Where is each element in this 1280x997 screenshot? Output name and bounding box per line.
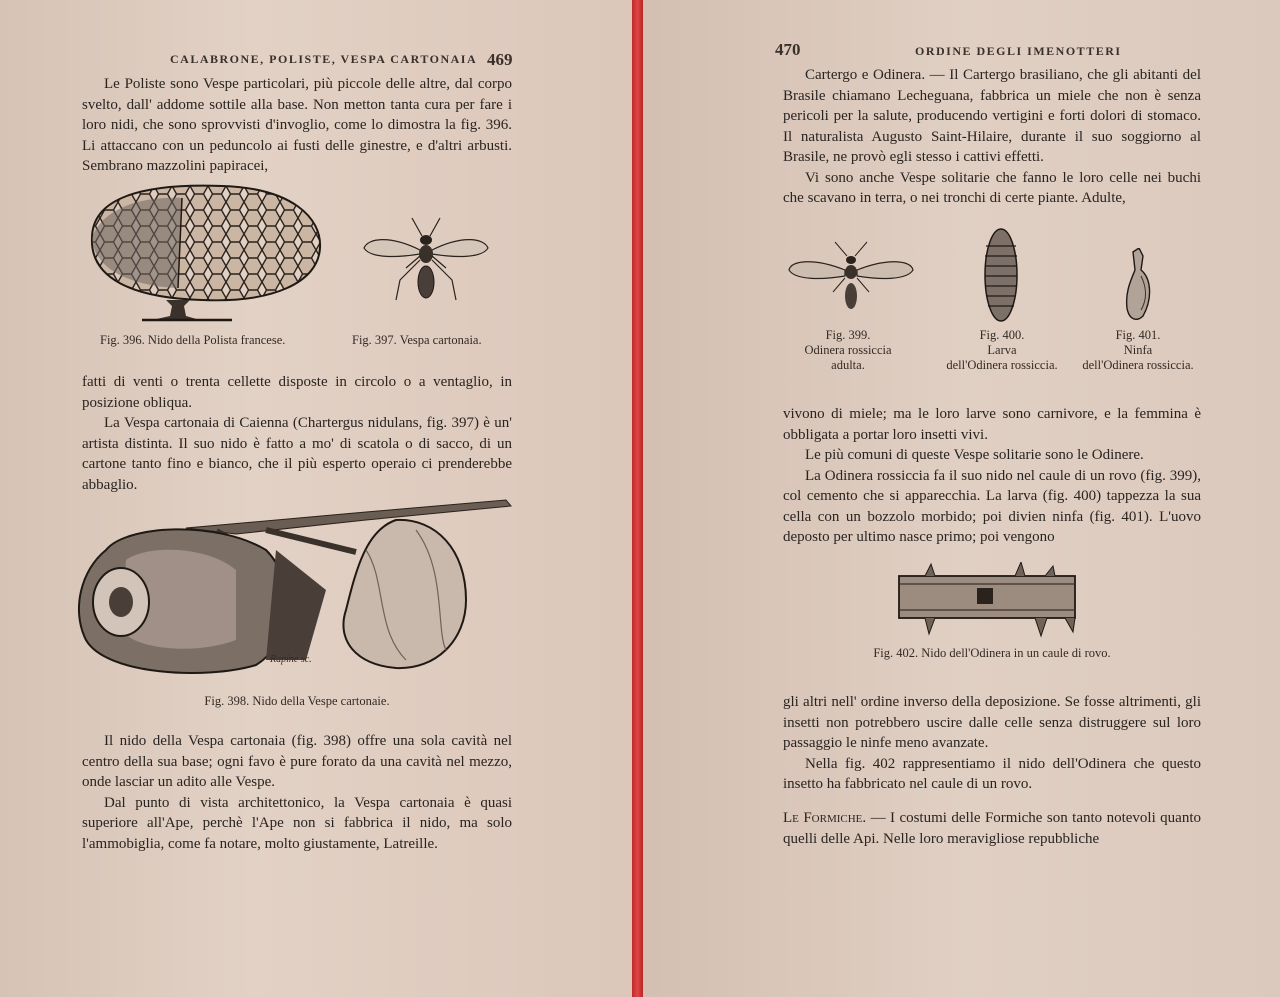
book-edge (632, 0, 643, 997)
paragraph-cartergo: Cartergo e Odinera. — Il Cartergo brasiliano, che gli abitanti del Brasile chiamano Lecheguana, fabbrica un miele che non è senza pericoli per la salute, producendo vertigini e forti dolori di stomaco. Il naturalista Augusto Saint-Hilaire, durante il suo soggiorno al Brasile, ne provò egli stesso i cattivi effetti. (783, 67, 1201, 165)
fig-397-wasp-illustration (360, 210, 492, 310)
paragraph-continuation: fatti di venti o trenta cellette disposte in circolo o a ventaglio, in posizione obliqua. (82, 374, 512, 411)
fig-396-caption: Fig. 396. Nido della Polista francese. (100, 333, 286, 347)
paragraph-vespa-cartonaia: La Vespa cartonaia di Caienna (Chartergus nidulans, fig. 397) è un' artista distinta. Il suo nido è fatto a mo' di scatola o di sacco, di un cartone tanto fino e bianco, che il più esperto operaio ci prenderebbe abbaglio. (82, 415, 512, 493)
left-page (0, 0, 632, 997)
fig-402-nest-illustration (895, 562, 1081, 640)
paragraph-continuation: vivono di miele; ma le loro larve sono carnivore, e la femmina è obbligata a portar loro insetti vivi. (783, 406, 1201, 443)
right-page (643, 0, 1280, 997)
paragraph-vespe-solitarie: Vi sono anche Vespe solitarie che fanno le loro celle nei buchi che scavano in terra, o nei tronchi di certe piante. Adulte, (783, 169, 1201, 206)
paragraph-continuation: gli altri nell' ordine inverso della deposizione. Se fosse altrimenti, gli insetti non potrebbero uscire dalle celle senza distruggere sul loro passaggio le ninfe meno avanzate. (783, 694, 1201, 751)
fig-401-nymph-illustration (1123, 248, 1157, 324)
paragraph-group (783, 65, 1201, 209)
paragraph-architettonico: Dal punto di vista architettonico, la Vespa cartonaia è quasi superiore all'Ape, perchè l'Ape non si fabbrica il nido, ma solo l'ammobiglia, come fa notare, molto giustamente, Latreille. (82, 794, 512, 852)
running-header: ORDINE DEGLI IMENOTTERI (915, 44, 1122, 58)
paragraph-odinera-rossiccia: La Odinera rossiccia fa il suo nido nel caule di un rovo (fig. 399), col cemento che si apparecchia. La larva (fig. 400) tappezza la sua cella con un bozzolo morbido; poi divien ninfa (fig. 401). L'uovo deposto per ultimo nasce primo; poi vengono (783, 467, 1201, 545)
fig-402-caption: Fig. 402. Nido dell'Odinera in un caule di rovo. (873, 646, 1111, 660)
fig-399-wasp-illustration (785, 240, 917, 320)
fig-398-caption: Fig. 398. Nido della Vespe cartonaie. (204, 694, 390, 708)
fig-396-nest-illustration (82, 178, 326, 328)
engraver-signature: Rapine sc. (270, 654, 312, 665)
paragraph-poliste: Le Poliste sono Vespe particolari, più piccole delle altre, dal corpo svelto, dall' addome sottile alla base. Non metton tanta cura per fare i loro nidi, che sono sprovvisti d'invoglio, come lo dimostra la fig. 396. Li attaccano con un peduncolo ai fusti delle ginestre, e d'altri arbusti. Sembrano mazzolini papiracei, (82, 76, 512, 174)
fig-397-caption: Fig. 397. Vespa cartonaia. (352, 333, 482, 347)
paragraph-group (783, 404, 1201, 548)
paragraph-group (82, 372, 512, 495)
paragraph-nido: Il nido della Vespa cartonaia (fig. 398) offre una sola cavità nel centro della sua base; ogni favo è pure forato da una cavità nel mezzo, onde lasciar un adito alle Vespe. (82, 733, 512, 790)
page-number: 469 (487, 50, 513, 69)
paragraph-formiche: Le Formiche. — I costumi delle Formiche son tanto notevoli quanto quelli delle Api. Nelle loro meravigliose repubbliche (783, 810, 1201, 847)
paragraph-odinere: Le più comuni di queste Vespe solitarie sono le Odinere. (805, 447, 1144, 463)
paragraph-group (783, 692, 1201, 795)
fig-400-caption: Fig. 400. Larva dell'Odinera rossiccia. (946, 328, 1058, 372)
fig-399-caption: Fig. 399. Odinera rossiccia adulta. (804, 328, 892, 372)
paragraph (82, 74, 512, 177)
fig-401-caption: Fig. 401. Ninfa dell'Odinera rossiccia. (1082, 328, 1194, 372)
paragraph-group (82, 731, 512, 854)
running-header: CALABRONE, POLISTE, VESPA CARTONAIA (170, 52, 478, 66)
page-number: 470 (775, 40, 801, 59)
section-heading-formiche: Le Formiche. (783, 810, 867, 826)
fig-400-larva-illustration (981, 226, 1021, 324)
paragraph-fig-402: Nella fig. 402 rappresentiamo il nido dell'Odinera che questo insetto ha fabbricato nel caule di un rovo. (783, 755, 1201, 792)
